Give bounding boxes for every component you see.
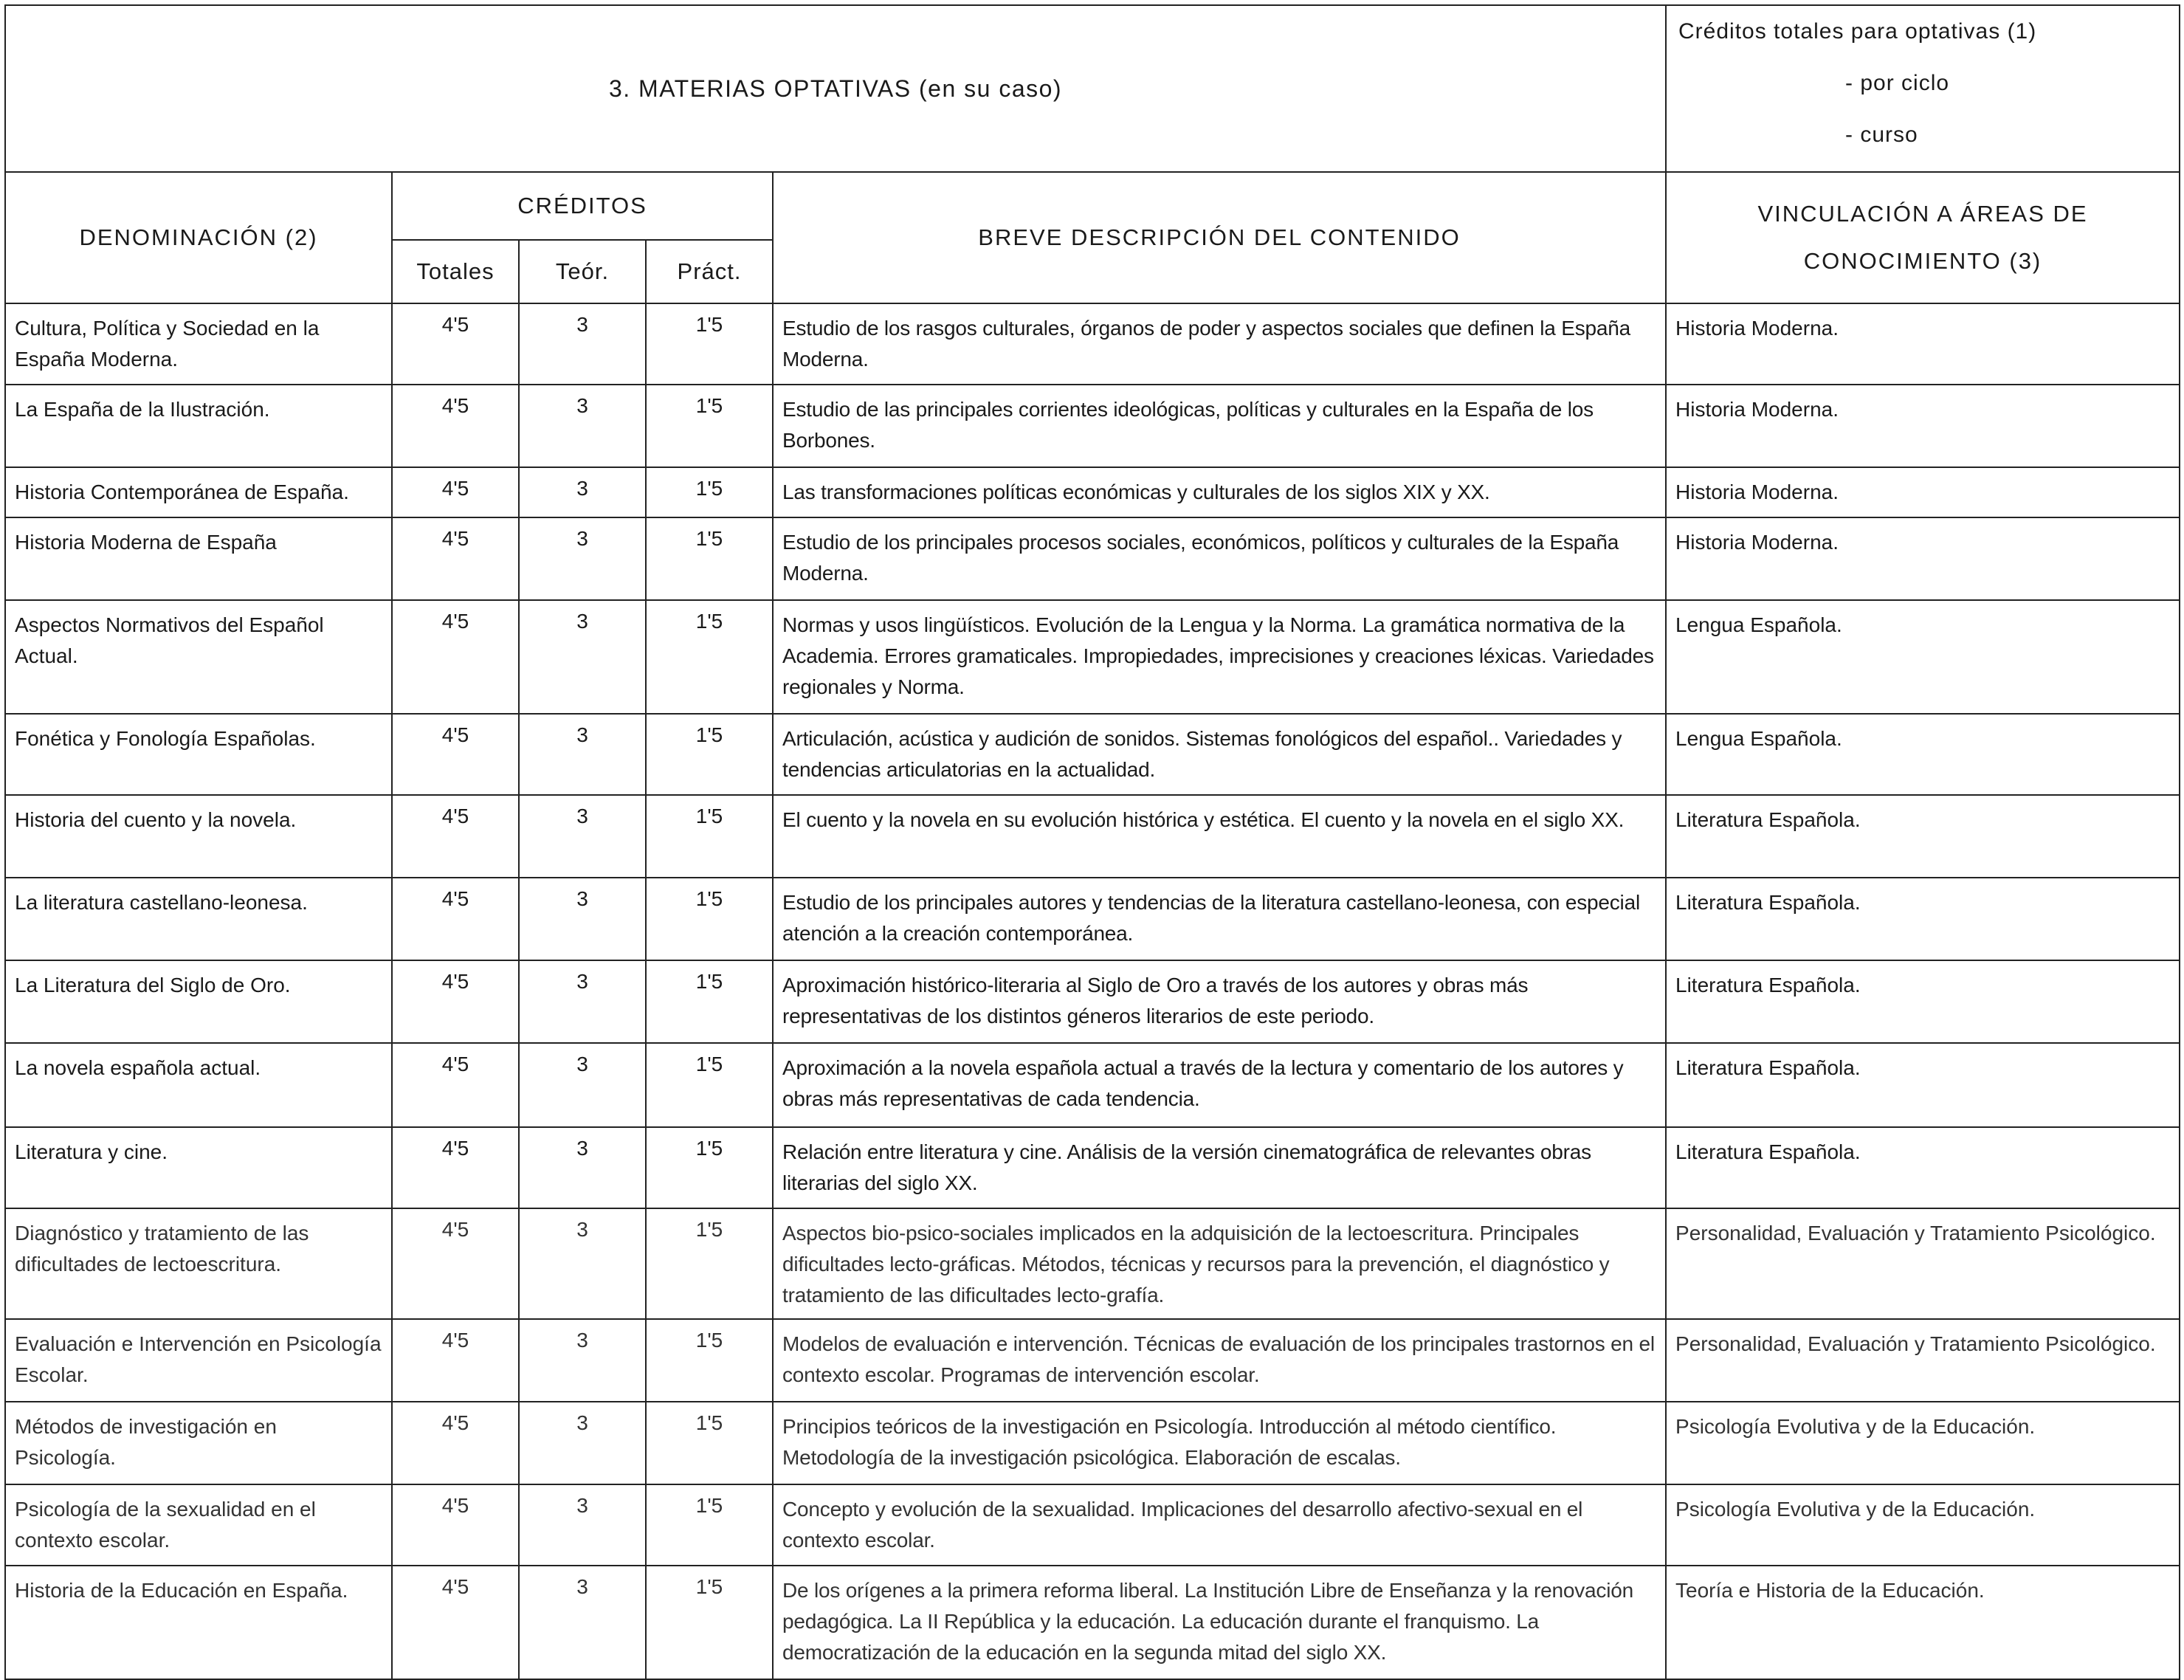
credits-theory: 3	[519, 1566, 646, 1679]
section-title: 3. MATERIAS OPTATIVAS (en su caso)	[5, 5, 1666, 172]
knowledge-area: Teoría e Historia de la Educación.	[1666, 1566, 2180, 1679]
credits-practice: 1'5	[646, 600, 773, 714]
knowledge-area: Historia Moderna.	[1666, 385, 2180, 467]
credits-theory: 3	[519, 1402, 646, 1484]
subject-name: Evaluación e Intervención en Psicología Escolar.	[5, 1319, 392, 1402]
denomination-header: DENOMINACIÓN (2)	[5, 172, 392, 303]
credits-practice: 1'5	[646, 1566, 773, 1679]
knowledge-area: Historia Moderna.	[1666, 303, 2180, 385]
subject-description: Las transformaciones políticas económicas y culturales de los siglos XIX y XX.	[773, 467, 1666, 517]
credits-theory: 3	[519, 1043, 646, 1127]
subject-name: La novela española actual.	[5, 1043, 392, 1127]
subject-name: Historia del cuento y la novela.	[5, 795, 392, 878]
credits-theory: 3	[519, 385, 646, 467]
credits-totals: 4'5	[392, 1402, 519, 1484]
credits-practice: 1'5	[646, 1484, 773, 1566]
credits-totals: 4'5	[392, 795, 519, 878]
areas-header: VINCULACIÓN A ÁREAS DE CONOCIMIENTO (3)	[1666, 172, 2180, 303]
knowledge-area: Historia Moderna.	[1666, 517, 2180, 600]
per-course-label: - curso	[1845, 123, 1918, 147]
subject-description: Estudio de los principales procesos sociales, económicos, políticos y culturales de la España Moderna.	[773, 517, 1666, 600]
subject-description: Principios teóricos de la investigación en Psicología. Introducción al método científico. Metodología de la investigación psicológica. Elaboración de escalas.	[773, 1402, 1666, 1484]
table-row	[5, 1402, 2180, 1484]
table-row	[5, 1127, 2180, 1208]
credits-theory: 3	[519, 1319, 646, 1402]
credits-practice: 1'5	[646, 1208, 773, 1319]
credits-totals: 4'5	[392, 467, 519, 517]
credits-theory: 3	[519, 795, 646, 878]
knowledge-area: Literatura Española.	[1666, 960, 2180, 1043]
credits-practice: 1'5	[646, 517, 773, 600]
table-row	[5, 385, 2180, 467]
optional-credits-box	[1666, 5, 2180, 172]
credits-header: CRÉDITOS	[392, 172, 773, 240]
credits-totals: 4'5	[392, 1319, 519, 1402]
credits-totals: 4'5	[392, 1043, 519, 1127]
table-row	[5, 600, 2180, 714]
credits-practice: 1'5	[646, 1043, 773, 1127]
credits-theory: 3	[519, 517, 646, 600]
table-row	[5, 714, 2180, 795]
credits-totals: 4'5	[392, 1127, 519, 1208]
subject-name: Aspectos Normativos del Español Actual.	[5, 600, 392, 714]
credits-practice: 1'5	[646, 795, 773, 878]
table-row	[5, 960, 2180, 1043]
table-row	[5, 467, 2180, 517]
knowledge-area: Personalidad, Evaluación y Tratamiento Psicológico.	[1666, 1208, 2180, 1319]
credits-totals: 4'5	[392, 385, 519, 467]
table-row	[5, 878, 2180, 960]
subject-description: Modelos de evaluación e intervención. Técnicas de evaluación de los principales trastornos en el contexto escolar. Programas de intervención escolar.	[773, 1319, 1666, 1402]
subject-description: Aproximación a la novela española actual a través de la lectura y comentario de los autores y obras más representativas de cada tendencia.	[773, 1043, 1666, 1127]
subject-description: Articulación, acústica y audición de sonidos. Sistemas fonológicos del español.. Variedades y tendencias articulatorias en la actualidad.	[773, 714, 1666, 795]
subject-description: Concepto y evolución de la sexualidad. Implicaciones del desarrollo afectivo-sexual en el contexto escolar.	[773, 1484, 1666, 1566]
subject-description: Estudio de las principales corrientes ideológicas, políticas y culturales en la España de los Borbones.	[773, 385, 1666, 467]
table-row	[5, 1208, 2180, 1319]
knowledge-area: Psicología Evolutiva y de la Educación.	[1666, 1402, 2180, 1484]
knowledge-area: Lengua Española.	[1666, 600, 2180, 714]
credits-practice: 1'5	[646, 303, 773, 385]
table-row	[5, 1043, 2180, 1127]
subject-description: Aproximación histórico-literaria al Siglo de Oro a través de los autores y obras más representativas de los distintos géneros literarios de este periodo.	[773, 960, 1666, 1043]
optional-subjects-table	[4, 4, 2180, 1680]
table-row	[5, 1566, 2180, 1679]
knowledge-area: Literatura Española.	[1666, 795, 2180, 878]
credits-practice: 1'5	[646, 467, 773, 517]
subject-name: La Literatura del Siglo de Oro.	[5, 960, 392, 1043]
table-row	[5, 517, 2180, 600]
subject-description: Aspectos bio-psico-sociales implicados en la adquisición de la lectoescritura. Principales dificultades lecto-gráficas. Métodos, técnicas y recursos para la prevención, el diagnóstico y tratamiento de las dificultades lecto-grafía.	[773, 1208, 1666, 1319]
knowledge-area: Literatura Española.	[1666, 1043, 2180, 1127]
credits-practice: 1'5	[646, 1127, 773, 1208]
knowledge-area: Literatura Española.	[1666, 1127, 2180, 1208]
subject-description: Estudio de los rasgos culturales, órganos de poder y aspectos sociales que definen la España Moderna.	[773, 303, 1666, 385]
subject-name: Historia Contemporánea de España.	[5, 467, 392, 517]
credits-theory: 3	[519, 878, 646, 960]
subject-description: De los orígenes a la primera reforma liberal. La Institución Libre de Enseñanza y la renovación pedagógica. La II República y la educación. La educación durante el franquismo. La democratización de la educación en la segunda mitad del siglo XX.	[773, 1566, 1666, 1679]
credits-practice: 1'5	[646, 878, 773, 960]
totals-header: Totales	[392, 240, 519, 303]
credits-practice: 1'5	[646, 714, 773, 795]
credits-theory: 3	[519, 303, 646, 385]
practice-header: Práct.	[646, 240, 773, 303]
credits-totals: 4'5	[392, 1484, 519, 1566]
column-header-row	[5, 172, 2180, 240]
description-header: BREVE DESCRIPCIÓN DEL CONTENIDO	[773, 172, 1666, 303]
credits-totals: 4'5	[392, 878, 519, 960]
credits-totals: 4'5	[392, 960, 519, 1043]
subject-name: Historia Moderna de España	[5, 517, 392, 600]
subject-name: Diagnóstico y tratamiento de las dificultades de lectoescritura.	[5, 1208, 392, 1319]
knowledge-area: Historia Moderna.	[1666, 467, 2180, 517]
subject-description: Estudio de los principales autores y tendencias de la literatura castellano-leonesa, con especial atención a la creación contemporánea.	[773, 878, 1666, 960]
credits-theory: 3	[519, 467, 646, 517]
knowledge-area: Psicología Evolutiva y de la Educación.	[1666, 1484, 2180, 1566]
subject-name: La literatura castellano-leonesa.	[5, 878, 392, 960]
subject-name: Literatura y cine.	[5, 1127, 392, 1208]
per-cycle-label: - por ciclo	[1845, 71, 1950, 95]
credits-totals: 4'5	[392, 714, 519, 795]
credits-theory: 3	[519, 600, 646, 714]
table-row	[5, 1319, 2180, 1402]
credits-practice: 1'5	[646, 1319, 773, 1402]
section-header-row	[5, 5, 2180, 172]
subject-name: Psicología de la sexualidad en el contexto escolar.	[5, 1484, 392, 1566]
subject-description: El cuento y la novela en su evolución histórica y estética. El cuento y la novela en el siglo XX.	[773, 795, 1666, 878]
knowledge-area: Personalidad, Evaluación y Tratamiento Psicológico.	[1666, 1319, 2180, 1402]
credits-totals: 4'5	[392, 303, 519, 385]
credits-totals: 4'5	[392, 1566, 519, 1679]
credits-practice: 1'5	[646, 1402, 773, 1484]
credits-totals: 4'5	[392, 517, 519, 600]
subject-description: Relación entre literatura y cine. Análisis de la versión cinematográfica de relevantes obras literarias del siglo XX.	[773, 1127, 1666, 1208]
subject-name: La España de la Ilustración.	[5, 385, 392, 467]
table-row	[5, 795, 2180, 878]
credits-practice: 1'5	[646, 960, 773, 1043]
subject-name: Fonética y Fonología Españolas.	[5, 714, 392, 795]
subject-name: Cultura, Política y Sociedad en la España Moderna.	[5, 303, 392, 385]
theory-header: Teór.	[519, 240, 646, 303]
subject-rows	[5, 303, 2180, 1679]
table-row	[5, 1484, 2180, 1566]
credits-theory: 3	[519, 960, 646, 1043]
knowledge-area: Lengua Española.	[1666, 714, 2180, 795]
credits-theory: 3	[519, 1208, 646, 1319]
table-row	[5, 303, 2180, 385]
credits-totals: 4'5	[392, 1208, 519, 1319]
credits-theory: 3	[519, 1484, 646, 1566]
subject-name: Historia de la Educación en España.	[5, 1566, 392, 1679]
knowledge-area: Literatura Española.	[1666, 878, 2180, 960]
credits-practice: 1'5	[646, 385, 773, 467]
subject-name: Métodos de investigación en Psicología.	[5, 1402, 392, 1484]
subject-description: Normas y usos lingüísticos. Evolución de la Lengua y la Norma. La gramática normativa de la Academia. Errores gramaticales. Impropiedades, imprecisiones y creaciones léxicas. Variedades regionales y Norma.	[773, 600, 1666, 714]
credits-theory: 3	[519, 714, 646, 795]
credits-theory: 3	[519, 1127, 646, 1208]
credits-totals: 4'5	[392, 600, 519, 714]
credits-total-label: Créditos totales para optativas (1)	[1678, 19, 2037, 44]
